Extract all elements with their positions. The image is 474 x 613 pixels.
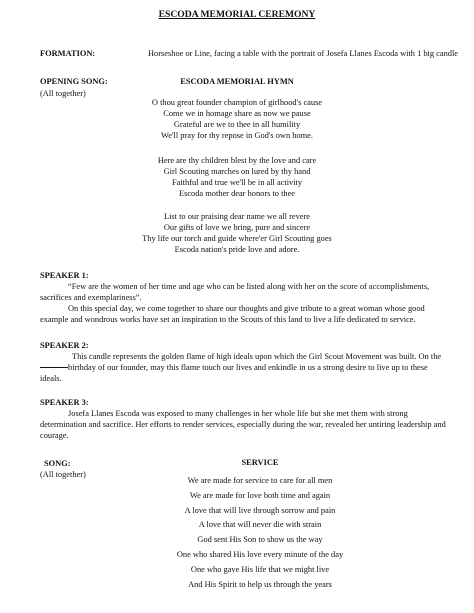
speaker1-label: SPEAKER 1: (40, 271, 89, 280)
speaker3-text-line: Josefa Llanes Escoda was exposed to many challenges in her whole life but she met them with strong (68, 409, 408, 418)
formation-label: FORMATION: (40, 49, 96, 58)
hymn-line: Thy life our torch and guide where'er Girl Scouting goes (142, 234, 332, 243)
hymn-stanza (112, 155, 362, 199)
date-blank (40, 367, 68, 368)
formation-text: Horseshoe or Line, facing a table with the portrait of Josefa Llanes Escoda with 1 big candle (148, 49, 459, 58)
song-line: We are made for love both time and again (189, 490, 331, 500)
song-line: And His Spirit to help us through the years (188, 579, 332, 589)
hymn-line: Girl Scouting marches on lured by thy hand (163, 167, 311, 176)
song-line: One who gave His life that we might live (190, 564, 330, 574)
song-title: SERVICE (241, 458, 279, 467)
song-line: One who shared His love every minute of the day (176, 549, 344, 559)
speaker1-text-line: On this special day, we come together to share our thoughts and give tribute to a great woman whose good (68, 304, 425, 313)
opening-song-note: (All together) (40, 89, 86, 98)
hymn-line: O thou great founder champion of girlhood's cause (151, 98, 323, 107)
speaker3-label: SPEAKER 3: (40, 398, 89, 407)
song-line: A love that will live through sorrow and pain (184, 505, 336, 515)
hymn-line: Escoda mother dear honors to thee (178, 189, 296, 198)
hymn-title: ESCODA MEMORIAL HYMN (180, 77, 294, 86)
speaker2-text-line (40, 362, 428, 373)
speaker2-line2-text: birthday of our founder, may this flame touch our lives and enkindle in us a strong desire to live up to these (68, 363, 428, 372)
hymn-line: List to our praising dear name we all revere (163, 212, 311, 221)
speaker3-text-line: courage. (40, 431, 69, 440)
document-title: ESCODA MEMORIAL CEREMONY (158, 9, 316, 20)
speaker1-quote-line: sacrifices and exemplariness”. (40, 293, 142, 302)
hymn-stanza (112, 97, 362, 141)
speaker3-text-line: determination and sacrifice. Her efforts to render services, especially during the war, revealed her untiring leadership and (40, 420, 446, 429)
hymn-line: Our gifts of love we bring, pure and sincere (163, 223, 311, 232)
hymn-line: We'll pray for thy repose in God's own home. (161, 131, 313, 140)
opening-song-label: OPENING SONG: (40, 77, 108, 86)
speaker2-text-line: This candle represents the golden flame of high ideals upon which the Girl Scout Movement was built. On the (72, 352, 442, 361)
speaker2-label: SPEAKER 2: (40, 341, 89, 350)
hymn-line: Faithful and true we'll be in all activity (171, 178, 303, 187)
hymn-line: Escoda nation's pride love and adore. (174, 245, 300, 254)
speaker1-quote-line: “Few are the women of her time and age who can be listed along with her on the score of accomplishments, (68, 282, 430, 291)
speaker1-text-line: example and wondrous works have set an inspiration to the Scouts of this land to live a life dedicated to service. (40, 315, 416, 324)
hymn-line: Here are thy children blest by the love and care (157, 156, 317, 165)
speaker2-text-line: ideals. (40, 374, 62, 383)
song-line: God sent His Son to show us the way (197, 535, 323, 545)
hymn-line: Grateful are we to thee in all humility (173, 120, 301, 129)
song-label: SONG: (44, 459, 71, 468)
song-note: (All together) (40, 470, 86, 479)
hymn-line: Come we in homage share as now we pause (163, 109, 311, 118)
song-line: We are made for service to care for all men (187, 476, 333, 485)
hymn-stanza (112, 211, 362, 255)
service-song-lines (130, 474, 390, 592)
song-line: A love that will never die with strain (198, 520, 322, 530)
